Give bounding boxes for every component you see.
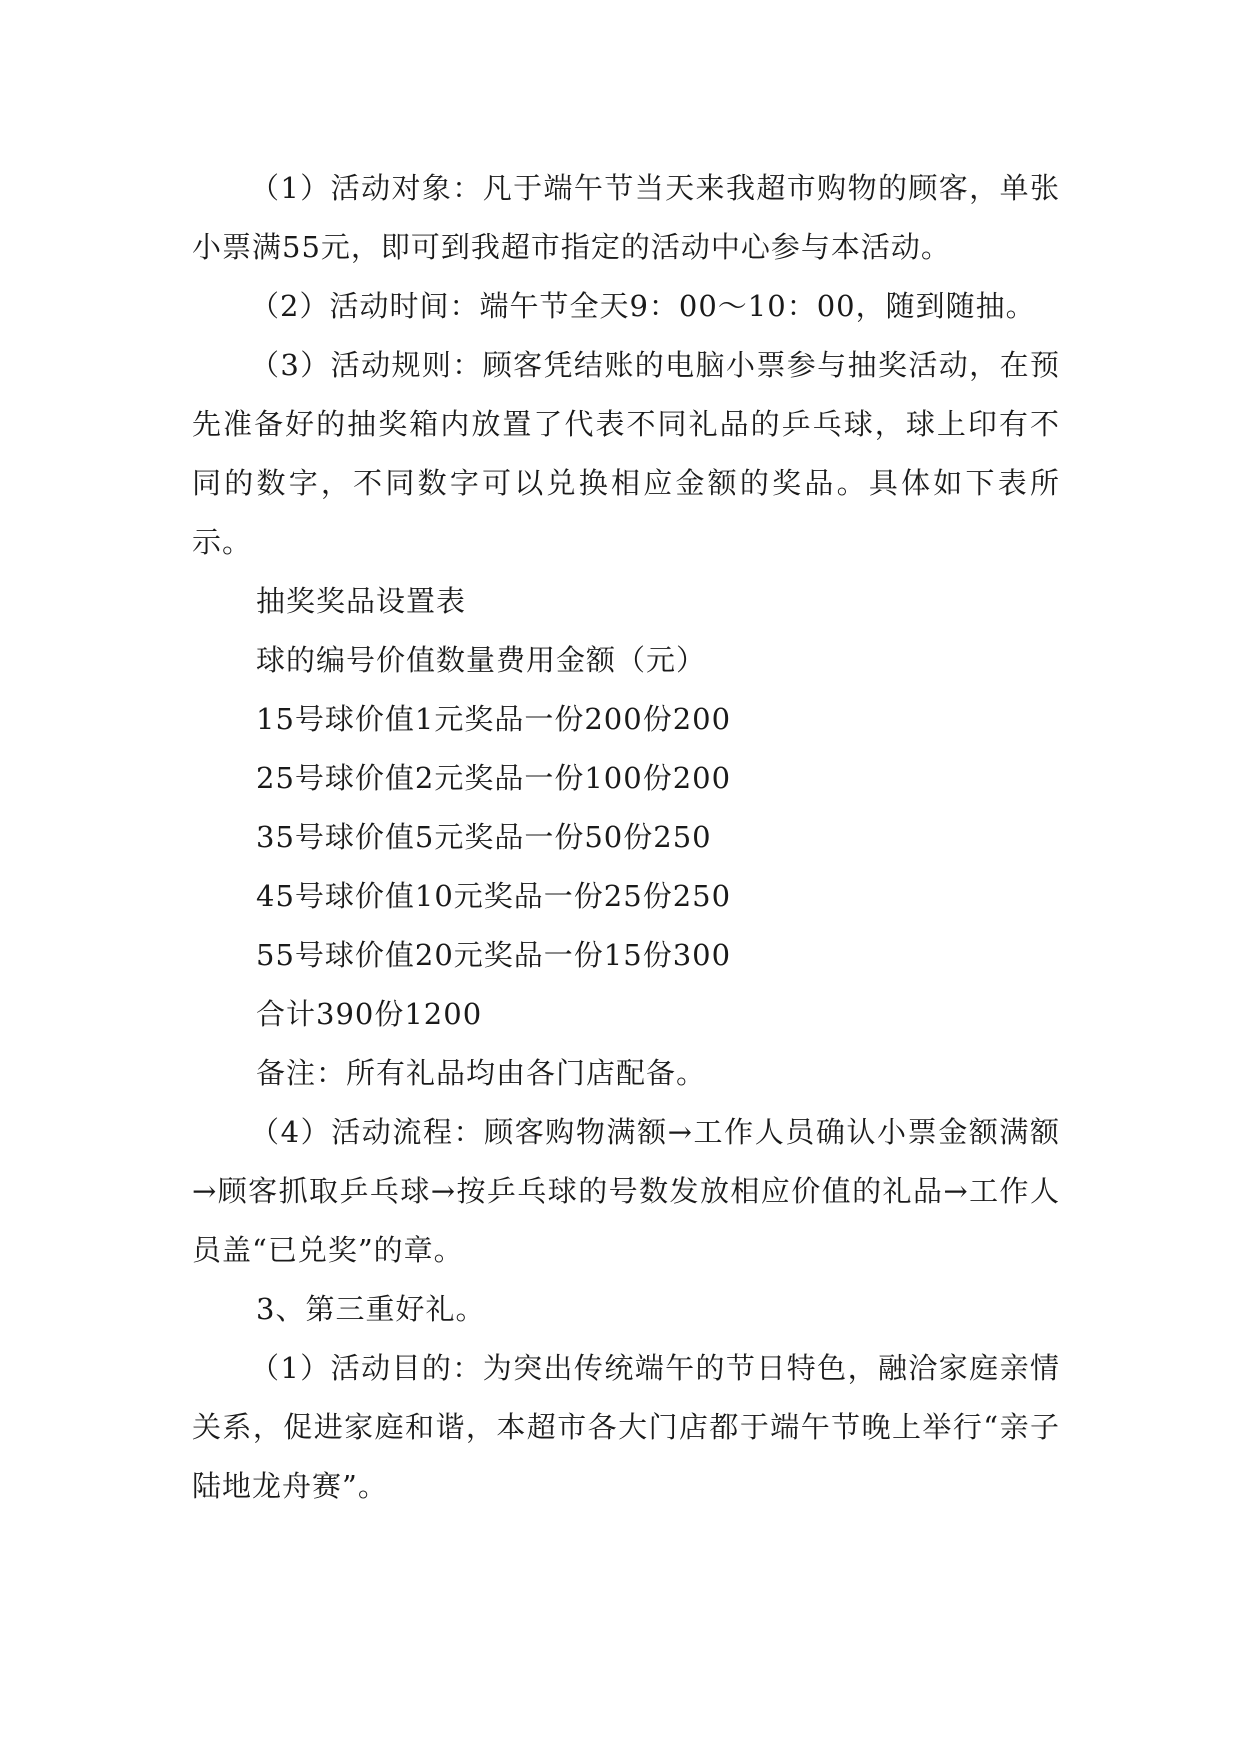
prize-table-row: 55号球价值20元奖品一份15份300	[256, 938, 732, 972]
prize-table-title: 抽奖奖品设置表	[256, 584, 467, 618]
activity-purpose-paragraph: （1）活动目的：为突出传统端午的节日特色，融洽家庭亲情关系，促进家庭和谐，本超市各大门店都于端午节晚上举行“亲子陆地龙舟赛”。	[192, 1351, 1060, 1503]
prize-table-header: 球的编号价值数量费用金额（元）	[256, 643, 707, 677]
document-body	[192, 159, 1060, 1516]
prize-table-row: 15号球价值1元奖品一份200份200	[256, 702, 732, 736]
activity-flow-paragraph: （4）活动流程：顾客购物满额→工作人员确认小票金额满额→顾客抓取乒乓球→按乒乓球的号数发放相应价值的礼品→工作人员盖“已兑奖”的章。	[192, 1115, 1060, 1267]
prize-table-row: 25号球价值2元奖品一份100份200	[256, 761, 732, 795]
prize-note: 备注：所有礼品均由各门店配备。	[256, 1056, 707, 1090]
activity-target-paragraph: （1）活动对象：凡于端午节当天来我超市购物的顾客，单张小票满55元，即可到我超市指定的活动中心参与本活动。	[192, 171, 1060, 264]
prize-table-total: 合计390份1200	[256, 997, 483, 1031]
activity-time-paragraph: （2）活动时间：端午节全天9：00～10：00，随到随抽。	[250, 289, 1036, 323]
section-three-heading: 3、第三重好礼。	[256, 1292, 486, 1326]
prize-table-row: 45号球价值10元奖品一份25份250	[256, 879, 732, 913]
prize-table-row: 35号球价值5元奖品一份50份250	[256, 820, 712, 854]
activity-rules-paragraph: （3）活动规则：顾客凭结账的电脑小票参与抽奖活动，在预先准备好的抽奖箱内放置了代表不同礼品的乒乓球，球上印有不同的数字，不同数字可以兑换相应金额的奖品。具体如下表所示。	[192, 348, 1060, 559]
